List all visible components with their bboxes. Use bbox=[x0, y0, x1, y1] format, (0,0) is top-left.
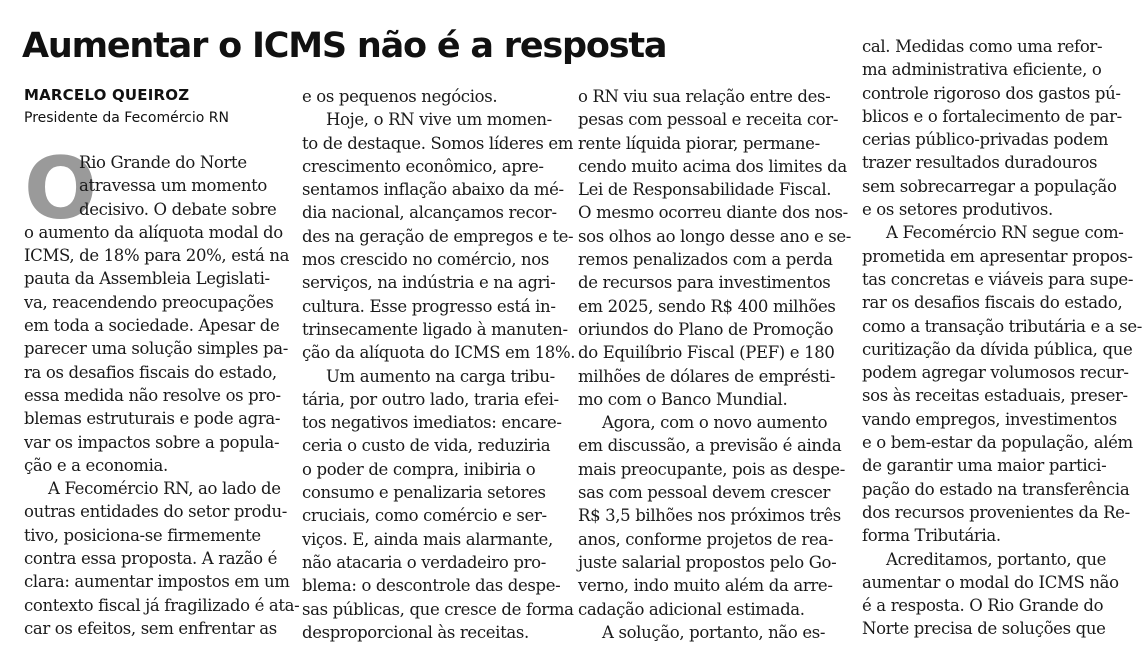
article-text-line: o aumento da alíquota modal do bbox=[24, 222, 283, 242]
article-text-line: cal. Medidas como uma refor- bbox=[862, 37, 1103, 56]
drop-cap: O bbox=[24, 139, 98, 239]
article-text-line: sem sobrecarregar a população bbox=[862, 176, 1117, 196]
article-column-2 bbox=[302, 85, 576, 651]
article-text-line: Norte precisa de soluções que bbox=[862, 619, 1106, 639]
article-text-line: não atacaria o verdadeiro pro- bbox=[302, 552, 546, 572]
article-text-line: de garantir uma maior partici- bbox=[862, 456, 1107, 476]
article-text-line: Acreditamos, portanto, que bbox=[886, 549, 1107, 569]
article-text-line: e os setores produtivos. bbox=[862, 200, 1053, 220]
article-text-line: ção da alíquota do ICMS em 18%. bbox=[302, 343, 576, 363]
article-text-line: sos olhos ao longo desse ano e se- bbox=[578, 226, 852, 246]
article-column-4 bbox=[862, 35, 1142, 651]
article-text-line: blicos e o fortalecimento de par- bbox=[862, 106, 1122, 126]
article-text-line: sas com pessoal devem crescer bbox=[578, 483, 831, 503]
article-text-line: verno, indo muito além da arre- bbox=[578, 576, 833, 596]
article-text-line: pauta da Assembleia Legislati- bbox=[24, 269, 270, 289]
article-text-line: sas públicas, que cresce de forma bbox=[302, 599, 574, 619]
article-text-line: é a resposta. O Rio Grande do bbox=[862, 596, 1104, 616]
article-text-line: mais preocupante, pois as despe- bbox=[578, 459, 845, 479]
article-column-1 bbox=[24, 139, 300, 651]
article-text-line: A Fecomércio RN segue com- bbox=[886, 223, 1124, 243]
article-text-line: prometida em apresentar propos- bbox=[862, 246, 1133, 266]
article-text-line: do Equilíbrio Fiscal (PEF) e 180 bbox=[578, 343, 835, 363]
article-text-line: O mesmo ocorreu diante dos nos- bbox=[578, 203, 848, 223]
article-text-line: cultura. Esse progresso está in- bbox=[302, 296, 556, 316]
author-name: MARCELO QUEIROZ bbox=[24, 86, 190, 104]
article-text-line: cruciais, como comércio e ser- bbox=[302, 506, 547, 526]
article-text-line: mos crescido no comércio, nos bbox=[302, 250, 550, 270]
article-text-line: blemas estruturais e pode agra- bbox=[24, 409, 281, 429]
article-text-line: sos às receitas estaduais, preser- bbox=[862, 386, 1128, 406]
article-text-line: dia nacional, alcançamos recor- bbox=[302, 203, 557, 223]
article-text-line: blema: o descontrole das despe- bbox=[302, 576, 561, 596]
article-text-line: oriundos do Plano de Promoção bbox=[578, 319, 834, 339]
article-text-line: cendo muito acima dos limites da bbox=[578, 156, 847, 176]
article-text-line: aumentar o modal do ICMS não bbox=[862, 572, 1119, 592]
article-text-line: o RN viu sua relação entre des- bbox=[578, 87, 831, 106]
article-text-line: dos recursos provenientes da Re- bbox=[862, 502, 1130, 522]
article-text-line: des na geração de empregos e te- bbox=[302, 226, 574, 246]
article-text-line: va, reacendendo preocupações bbox=[24, 292, 274, 312]
article-text-line: sentamos inflação abaixo da mé- bbox=[302, 180, 564, 200]
article-text-line: tos negativos imediatos: encare- bbox=[302, 413, 562, 433]
article-text-line: cerias público-privadas podem bbox=[862, 130, 1109, 150]
article-text-line: em discussão, a previsão é ainda bbox=[578, 436, 842, 456]
article-text-line: trinsecamente ligado à manuten- bbox=[302, 319, 568, 339]
article-text-line: desproporcional às receitas. bbox=[302, 622, 529, 642]
article-text-line: mo com o Banco Mundial. bbox=[578, 389, 788, 409]
article-text-line: pação do estado na transferência bbox=[862, 479, 1130, 499]
article-text-line: de recursos para investimentos bbox=[578, 273, 831, 293]
article-text-line: outras entidades do setor produ- bbox=[24, 502, 287, 522]
article-text-line: parecer uma solução simples pa- bbox=[24, 339, 288, 359]
article-text-line: ção e a economia. bbox=[24, 455, 168, 475]
article-text-line: pesas com pessoal e receita cor- bbox=[578, 110, 839, 130]
article-text-line: o poder de compra, inibiria o bbox=[302, 459, 536, 479]
article-text-line: tivo, posiciona-se firmemente bbox=[24, 525, 261, 545]
article-text-line: A Fecomércio RN, ao lado de bbox=[48, 479, 281, 499]
article-text-line: A solução, portanto, não es- bbox=[602, 622, 826, 642]
article-text-line: decisivo. O debate sobre bbox=[79, 199, 277, 219]
article-text-line: Lei de Responsabilidade Fiscal. bbox=[578, 180, 832, 200]
article-text-line: clara: aumentar impostos em um bbox=[24, 572, 290, 592]
article-text-line: ceria o custo de vida, reduziria bbox=[302, 436, 551, 456]
article-text-line: trazer resultados duradouros bbox=[862, 153, 1098, 173]
article-text-line: e os pequenos negócios. bbox=[302, 87, 498, 106]
article-headline: Aumentar o ICMS não é a resposta bbox=[22, 26, 667, 66]
article-text-line: rar os desafios fiscais do estado, bbox=[862, 293, 1123, 313]
article-text-line: tária, por outro lado, traria efei- bbox=[302, 389, 559, 409]
article-text-line: to de destaque. Somos líderes em bbox=[302, 133, 574, 153]
article-text-line: podem agregar volumosos recur- bbox=[862, 363, 1129, 383]
article-text-line: contra essa proposta. A razão é bbox=[24, 549, 277, 569]
article-text-line: ra os desafios fiscais do estado, bbox=[24, 362, 277, 382]
article-text-line: consumo e penalizaria setores bbox=[302, 483, 546, 503]
article-text-line: juste salarial propostos pelo Go- bbox=[578, 552, 837, 572]
article-text-line: Um aumento na carga tribu- bbox=[326, 366, 555, 386]
article-text-line: em 2025, sendo R$ 400 milhões bbox=[578, 296, 836, 316]
article-text-line: anos, conforme projetos de rea- bbox=[578, 529, 834, 549]
article-text-line: contexto fiscal já fragilizado é ata- bbox=[24, 595, 300, 615]
article-text-line: rente líquida piorar, permane- bbox=[578, 133, 820, 153]
article-text-line: R$ 3,5 bilhões nos próximos três bbox=[578, 506, 841, 526]
article-text-line: curitização da dívida pública, que bbox=[862, 339, 1133, 359]
article-text-line: vando empregos, investimentos bbox=[862, 409, 1117, 429]
article-text-line: Rio Grande do Norte bbox=[79, 153, 247, 172]
article-text-line: var os impactos sobre a popula- bbox=[24, 432, 280, 452]
article-text-line: em toda a sociedade. Apesar de bbox=[24, 316, 280, 336]
article-column-3 bbox=[578, 85, 852, 651]
article-text-line: forma Tributária. bbox=[862, 526, 1001, 546]
article-text-line: tas concretas e viáveis para supe- bbox=[862, 269, 1134, 289]
article-text-line: cadação adicional estimada. bbox=[578, 599, 805, 619]
article-text-line: essa medida não resolve os pro- bbox=[24, 385, 281, 405]
article-text-line: atravessa um momento bbox=[79, 176, 267, 196]
article-text-line: viços. E, ainda mais alarmante, bbox=[302, 529, 553, 549]
article-text-line: serviços, na indústria e na agri- bbox=[302, 273, 556, 293]
article-text-line: controle rigoroso dos gastos pú- bbox=[862, 83, 1121, 103]
article-text-line: e o bem-estar da população, além bbox=[862, 433, 1133, 453]
article-text-line: ma administrativa eficiente, o bbox=[862, 60, 1102, 80]
article-text-line: Agora, com o novo aumento bbox=[602, 413, 828, 433]
article-text-line: car os efeitos, sem enfrentar as bbox=[24, 618, 277, 638]
article-text-line: milhões de dólares de emprésti- bbox=[578, 366, 836, 386]
article-text-line: como a transação tributária e a se- bbox=[862, 316, 1142, 336]
author-role: Presidente da Fecomércio RN bbox=[24, 110, 229, 126]
article-text-line: crescimento econômico, apre- bbox=[302, 156, 544, 176]
article-text-line: remos penalizados com a perda bbox=[578, 250, 833, 270]
article-text-line: ICMS, de 18% para 20%, está na bbox=[24, 246, 290, 266]
article-text-line: Hoje, o RN vive um momen- bbox=[326, 110, 552, 130]
